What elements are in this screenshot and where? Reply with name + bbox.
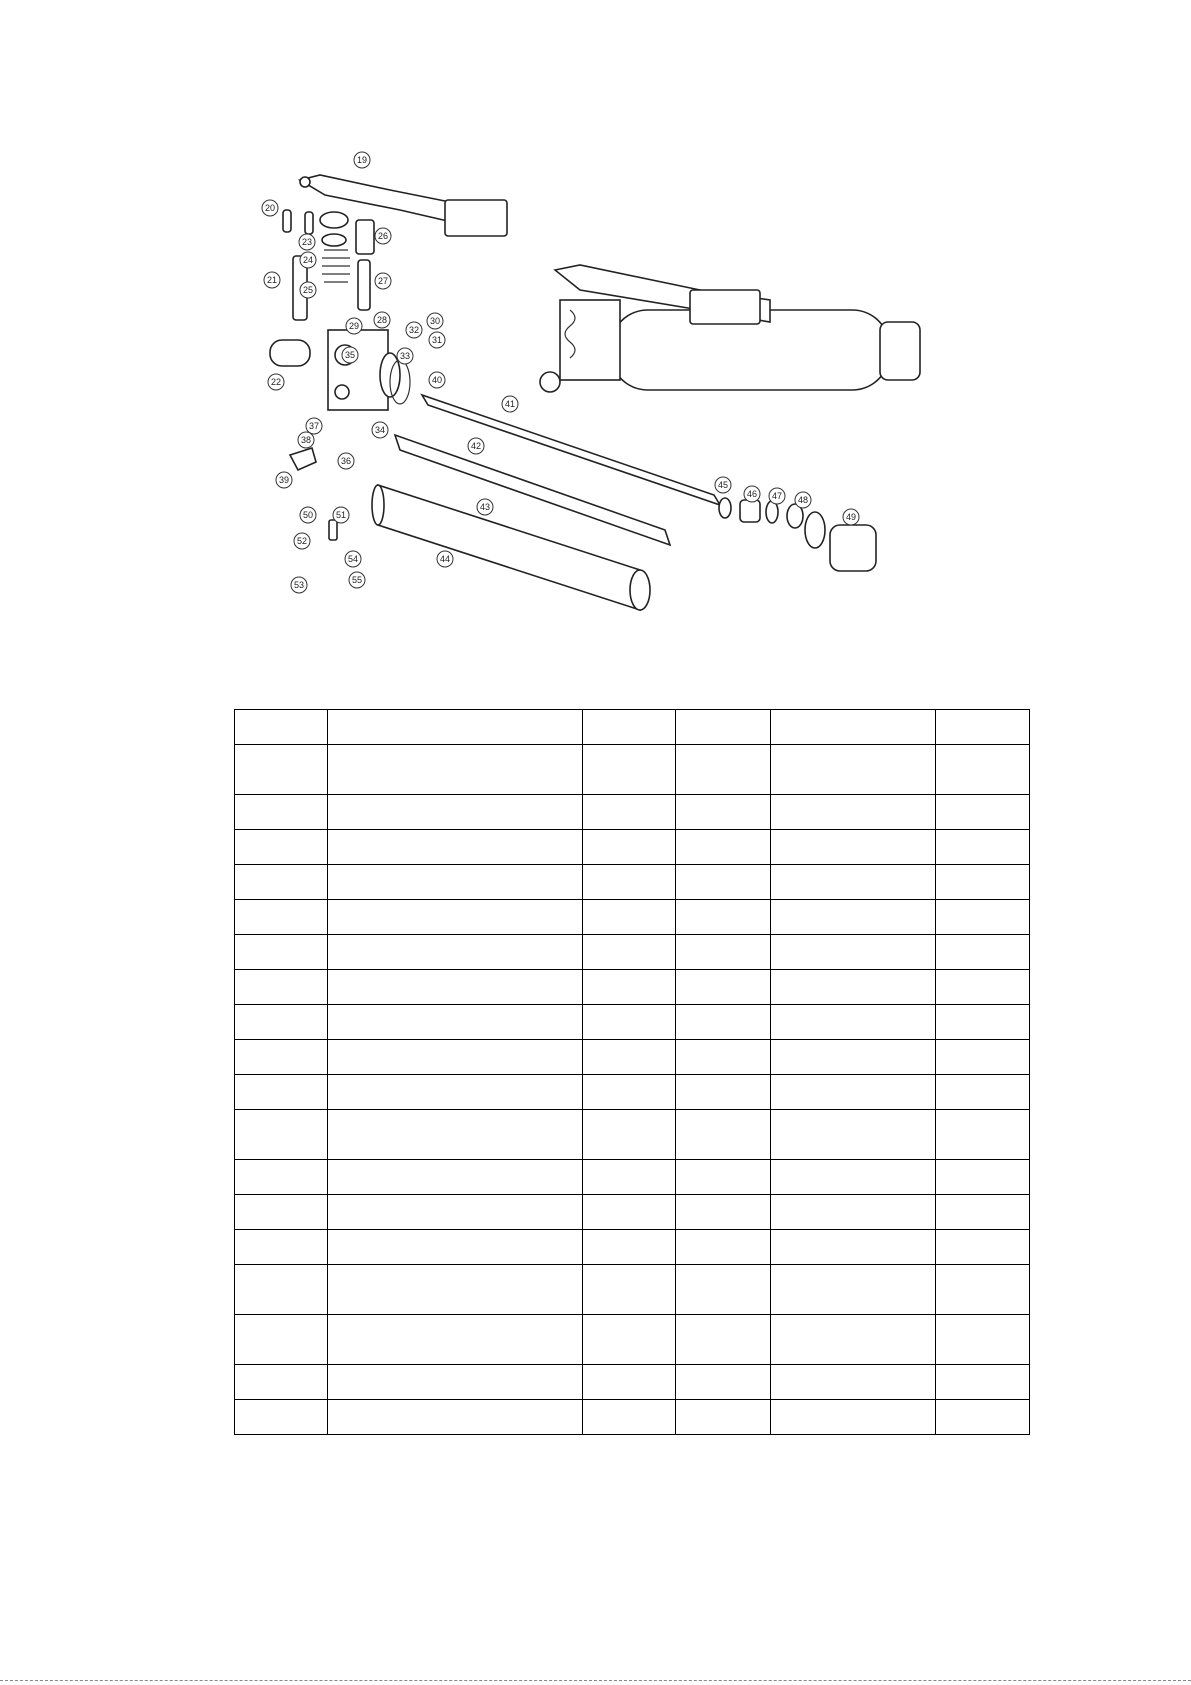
callout-44	[437, 551, 453, 567]
table-cell	[328, 1075, 583, 1110]
table-cell	[771, 1040, 936, 1075]
table-cell	[583, 830, 676, 865]
table-cell	[676, 1110, 771, 1160]
callout-number: 35	[344, 350, 356, 360]
table-row	[235, 1365, 1030, 1400]
table-cell	[676, 970, 771, 1005]
callout-29	[346, 318, 362, 334]
table-cell	[328, 745, 583, 795]
table-cell	[771, 745, 936, 795]
table-cell	[936, 1110, 1030, 1160]
table-cell	[936, 865, 1030, 900]
callout-number: 36	[340, 456, 352, 466]
callout-45	[715, 477, 731, 493]
table-cell	[583, 900, 676, 935]
callout-36	[338, 453, 354, 469]
callout-42	[468, 438, 484, 454]
table-cell	[676, 1365, 771, 1400]
callout-number: 23	[301, 237, 313, 247]
callout-35	[342, 347, 358, 363]
callout-number: 55	[351, 575, 363, 585]
callout-number: 37	[308, 421, 320, 431]
table-cell	[235, 1195, 328, 1230]
table-cell	[235, 1315, 328, 1365]
table-row	[235, 1195, 1030, 1230]
table-cell	[328, 1040, 583, 1075]
callout-41	[502, 396, 518, 412]
table-row	[235, 1110, 1030, 1160]
table-cell	[583, 865, 676, 900]
table-cell	[771, 1315, 936, 1365]
callout-number: 30	[429, 316, 441, 326]
table-cell	[583, 1400, 676, 1435]
table-cell	[771, 1110, 936, 1160]
table-cell	[771, 1230, 936, 1265]
callout-53	[291, 577, 307, 593]
callout-37	[306, 418, 322, 434]
table-cell	[328, 1265, 583, 1315]
table-cell	[676, 1195, 771, 1230]
callout-54	[345, 551, 361, 567]
table-row	[235, 865, 1030, 900]
callout-49	[843, 509, 859, 525]
table-cell	[771, 1265, 936, 1315]
table-cell	[936, 1315, 1030, 1365]
callout-number: 54	[347, 554, 359, 564]
table-cell	[676, 1160, 771, 1195]
table-row	[235, 1315, 1030, 1365]
table-cell	[771, 1160, 936, 1195]
table-cell	[771, 830, 936, 865]
table-row	[235, 745, 1030, 795]
table-cell	[771, 935, 936, 970]
callout-number: 41	[504, 399, 516, 409]
table-cell	[328, 970, 583, 1005]
callout-47	[769, 488, 785, 504]
diagram-drawing	[250, 150, 950, 670]
parts-table-body	[235, 710, 1030, 1435]
callout-52	[294, 533, 310, 549]
table-cell	[936, 1075, 1030, 1110]
callout-number: 40	[431, 375, 443, 385]
callout-51	[333, 507, 349, 523]
table-row	[235, 1040, 1030, 1075]
callout-number: 46	[746, 489, 758, 499]
table-cell	[235, 1265, 328, 1315]
callout-22	[268, 374, 284, 390]
callout-number: 20	[264, 203, 276, 213]
table-cell	[328, 865, 583, 900]
table-cell	[583, 1315, 676, 1365]
table-cell	[328, 795, 583, 830]
table-cell	[936, 795, 1030, 830]
callout-number: 42	[470, 441, 482, 451]
table-row	[235, 935, 1030, 970]
callout-number: 44	[439, 554, 451, 564]
parts-list-table	[234, 709, 1030, 1435]
callout-26	[375, 228, 391, 244]
table-cell	[676, 935, 771, 970]
table-row	[235, 970, 1030, 1005]
callout-number: 28	[376, 315, 388, 325]
table-row	[235, 1075, 1030, 1110]
page-bottom-rule	[0, 1680, 1191, 1681]
table-cell	[235, 970, 328, 1005]
callout-number: 45	[717, 480, 729, 490]
callout-48	[795, 492, 811, 508]
table-cell	[235, 745, 328, 795]
table-cell	[235, 1075, 328, 1110]
table-cell	[936, 1160, 1030, 1195]
table-cell	[676, 795, 771, 830]
callout-number: 53	[293, 580, 305, 590]
table-cell	[328, 935, 583, 970]
table-cell	[235, 830, 328, 865]
callout-32	[406, 322, 422, 338]
table-cell	[936, 830, 1030, 865]
table-cell	[936, 1400, 1030, 1435]
table-cell	[771, 1005, 936, 1040]
tubes	[372, 395, 720, 610]
table-cell	[771, 1400, 936, 1435]
table-cell	[676, 1005, 771, 1040]
table-cell	[936, 710, 1030, 745]
table-cell	[235, 865, 328, 900]
callout-number: 50	[302, 510, 314, 520]
table-cell	[583, 1230, 676, 1265]
table-cell	[676, 1400, 771, 1435]
table-cell	[676, 1265, 771, 1315]
callout-number: 49	[845, 512, 857, 522]
table-cell	[235, 1230, 328, 1265]
assembled-pump	[540, 265, 920, 392]
table-cell	[936, 900, 1030, 935]
table-row	[235, 830, 1030, 865]
table-cell	[583, 1075, 676, 1110]
callout-38	[298, 432, 314, 448]
callout-number: 27	[377, 276, 389, 286]
table-cell	[328, 1005, 583, 1040]
table-cell	[328, 1110, 583, 1160]
callout-27	[375, 273, 391, 289]
table-row	[235, 900, 1030, 935]
table-cell	[936, 1230, 1030, 1265]
table-cell	[936, 1005, 1030, 1040]
table-cell	[328, 1160, 583, 1195]
callout-number: 51	[335, 510, 347, 520]
table-row	[235, 1230, 1030, 1265]
callout-number: 34	[374, 425, 386, 435]
callout-number: 38	[300, 435, 312, 445]
callout-25	[300, 282, 316, 298]
callout-21	[264, 272, 280, 288]
table-cell	[771, 795, 936, 830]
table-cell	[235, 1365, 328, 1400]
callout-number: 33	[399, 351, 411, 361]
table-cell	[235, 1005, 328, 1040]
callout-31	[429, 332, 445, 348]
table-cell	[583, 710, 676, 745]
table-cell	[235, 1160, 328, 1195]
table-cell	[583, 1265, 676, 1315]
table-row	[235, 1265, 1030, 1315]
table-cell	[235, 1040, 328, 1075]
table-cell	[771, 1195, 936, 1230]
callout-number: 26	[377, 231, 389, 241]
callout-number: 21	[266, 275, 278, 285]
table-cell	[328, 1365, 583, 1400]
table-row	[235, 1005, 1030, 1040]
callout-24	[300, 252, 316, 268]
table-row	[235, 710, 1030, 745]
table-cell	[676, 865, 771, 900]
callout-34	[372, 422, 388, 438]
table-cell	[771, 710, 936, 745]
table-cell	[936, 1265, 1030, 1315]
table-cell	[936, 1195, 1030, 1230]
table-row	[235, 795, 1030, 830]
table-cell	[936, 935, 1030, 970]
callout-number: 25	[302, 285, 314, 295]
callout-number: 39	[278, 475, 290, 485]
table-cell	[771, 1365, 936, 1400]
table-cell	[676, 1230, 771, 1265]
table-cell	[936, 1365, 1030, 1400]
table-cell	[771, 900, 936, 935]
callout-number: 52	[296, 536, 308, 546]
callout-55	[349, 572, 365, 588]
table-cell	[235, 900, 328, 935]
table-cell	[676, 710, 771, 745]
table-cell	[328, 830, 583, 865]
callout-40	[429, 372, 445, 388]
table-cell	[676, 900, 771, 935]
table-cell	[676, 830, 771, 865]
callout-number: 24	[302, 255, 314, 265]
table-cell	[676, 1075, 771, 1110]
callout-43	[477, 499, 493, 515]
table-cell	[936, 1040, 1030, 1075]
table-cell	[328, 710, 583, 745]
table-cell	[583, 1160, 676, 1195]
table-cell	[583, 1365, 676, 1400]
callout-number: 48	[797, 495, 809, 505]
table-cell	[771, 970, 936, 1005]
callout-number: 32	[408, 325, 420, 335]
table-cell	[583, 795, 676, 830]
table-cell	[583, 745, 676, 795]
table-cell	[235, 1400, 328, 1435]
table-cell	[771, 865, 936, 900]
callout-number: 43	[479, 502, 491, 512]
callout-number: 29	[348, 321, 360, 331]
table-row	[235, 1400, 1030, 1435]
table-cell	[676, 1040, 771, 1075]
table-cell	[676, 1315, 771, 1365]
table-cell	[676, 745, 771, 795]
table-cell	[328, 1315, 583, 1365]
table-cell	[583, 1040, 676, 1075]
callout-number: 19	[356, 155, 368, 165]
table-cell	[936, 970, 1030, 1005]
table-cell	[771, 1075, 936, 1110]
table-cell	[583, 1195, 676, 1230]
table-cell	[328, 1195, 583, 1230]
callout-30	[427, 313, 443, 329]
callout-50	[300, 507, 316, 523]
table-cell	[235, 935, 328, 970]
table-cell	[328, 1230, 583, 1265]
callout-39	[276, 472, 292, 488]
callout-19	[354, 152, 370, 168]
table-cell	[583, 935, 676, 970]
callout-number: 47	[771, 491, 783, 501]
callout-23	[299, 234, 315, 250]
table-cell	[583, 970, 676, 1005]
table-cell	[235, 1110, 328, 1160]
table-cell	[328, 900, 583, 935]
exploded-parts-diagram	[250, 150, 950, 670]
callout-46	[744, 486, 760, 502]
table-cell	[328, 1400, 583, 1435]
table-cell	[583, 1005, 676, 1040]
callout-number: 31	[431, 335, 443, 345]
table-row	[235, 1160, 1030, 1195]
table-cell	[583, 1110, 676, 1160]
table-cell	[235, 710, 328, 745]
callout-28	[374, 312, 390, 328]
callout-33	[397, 348, 413, 364]
table-cell	[235, 795, 328, 830]
callout-number: 22	[270, 377, 282, 387]
table-cell	[936, 745, 1030, 795]
callout-20	[262, 200, 278, 216]
